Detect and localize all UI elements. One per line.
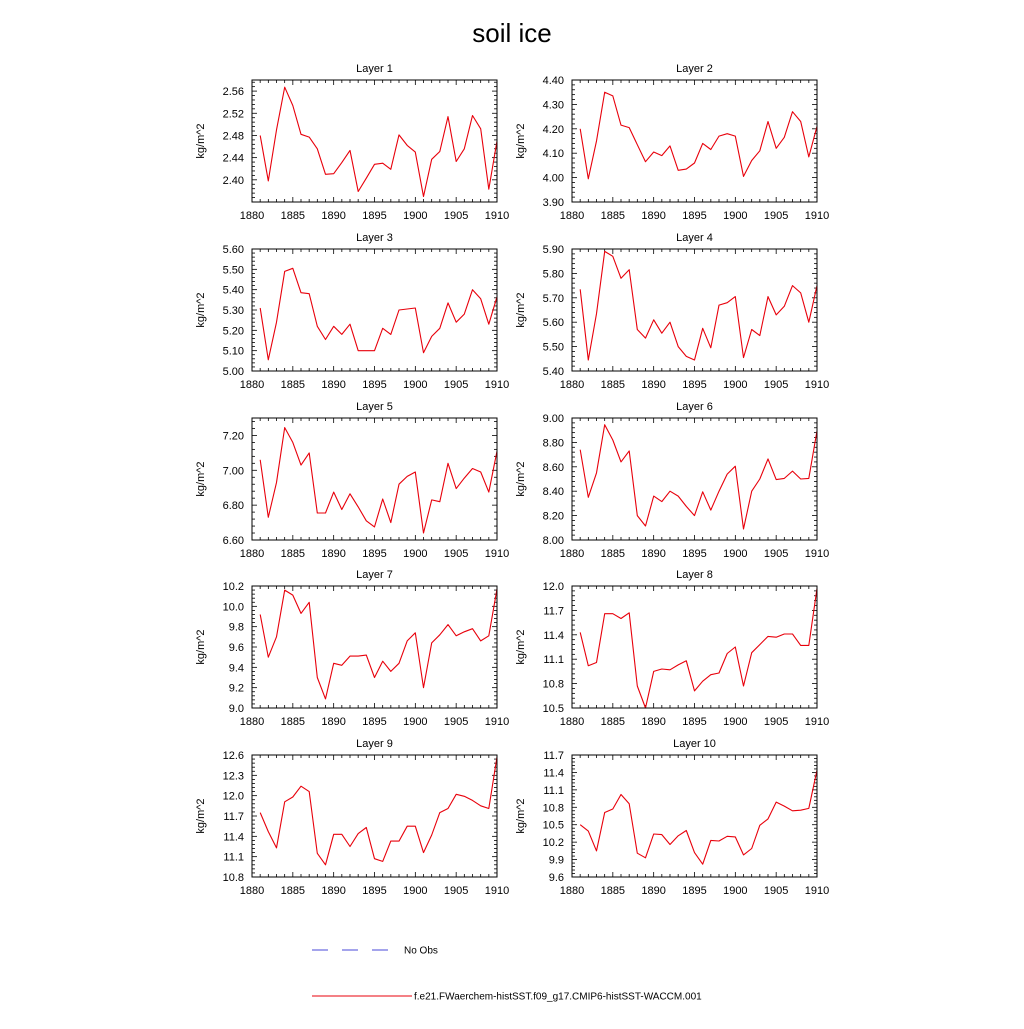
y-tick-label: 10.2: [542, 837, 564, 850]
panel-10: [515, 738, 829, 897]
y-tick-label: 11.4: [543, 629, 564, 642]
y-axis-label: kg/m^2: [515, 629, 527, 665]
x-tick-label: 1895: [682, 548, 707, 560]
y-tick-label: 8.40: [542, 486, 564, 499]
y-tick-label: 3.90: [542, 197, 564, 209]
series-line: [260, 268, 497, 360]
x-tick-label: 1895: [362, 548, 387, 560]
y-tick-label: 5.70: [542, 292, 564, 305]
x-tick-label: 1895: [682, 210, 707, 222]
panel-title: Layer 6: [676, 401, 713, 413]
y-tick-label: 4.40: [542, 75, 564, 87]
y-axis-label: kg/m^2: [515, 123, 527, 159]
x-tick-label: 1910: [484, 210, 510, 222]
x-tick-label: 1900: [403, 885, 428, 897]
x-tick-label: 1890: [641, 210, 666, 222]
x-tick-label: 1910: [484, 716, 510, 728]
x-tick-label: 1900: [723, 210, 748, 222]
y-tick-label: 9.00: [542, 413, 564, 425]
x-tick-label: 1900: [723, 716, 748, 728]
y-tick-label: 8.00: [542, 535, 564, 547]
y-tick-label: 4.20: [542, 123, 564, 136]
x-tick-label: 1910: [804, 716, 830, 728]
x-tick-label: 1905: [763, 885, 789, 897]
x-tick-label: 1900: [723, 379, 748, 391]
y-tick-label: 11.7: [543, 750, 564, 762]
y-tick-label: 12.0: [542, 581, 564, 593]
y-tick-label: 10.5: [542, 819, 564, 832]
y-tick-label: 5.50: [222, 264, 244, 277]
y-tick-label: 11.4: [543, 767, 564, 780]
x-tick-label: 1885: [600, 885, 626, 897]
x-tick-label: 1900: [403, 210, 428, 222]
series-line: [580, 92, 817, 179]
y-tick-label: 11.7: [543, 605, 564, 618]
panel-title: Layer 1: [356, 63, 393, 75]
x-tick-label: 1905: [443, 548, 469, 560]
x-tick-label: 1895: [682, 716, 707, 728]
y-tick-label: 12.6: [222, 750, 244, 762]
y-tick-label: 2.52: [222, 108, 244, 121]
x-tick-label: 1900: [403, 379, 428, 391]
x-tick-label: 1880: [239, 548, 265, 560]
y-tick-label: 5.30: [222, 305, 244, 317]
y-tick-label: 8.20: [542, 510, 564, 523]
x-tick-label: 1905: [443, 885, 469, 897]
panel-title: Layer 9: [356, 738, 393, 750]
y-tick-label: 9.6: [548, 872, 564, 884]
x-tick-label: 1890: [321, 548, 346, 560]
y-tick-label: 11.1: [543, 654, 564, 667]
y-tick-label: 11.1: [543, 784, 564, 797]
y-tick-label: 5.40: [542, 366, 564, 378]
y-tick-label: 5.00: [222, 366, 244, 378]
x-tick-label: 1900: [723, 885, 748, 897]
panel-title: Layer 4: [676, 232, 713, 244]
x-tick-label: 1885: [280, 548, 306, 560]
x-tick-label: 1890: [641, 379, 666, 391]
y-tick-label: 10.2: [222, 581, 244, 593]
x-tick-label: 1880: [559, 379, 585, 391]
series-line: [580, 588, 817, 708]
y-tick-label: 4.00: [542, 172, 564, 185]
y-tick-label: 12.0: [222, 790, 244, 803]
x-tick-label: 1880: [559, 548, 585, 560]
y-tick-label: 10.8: [542, 678, 564, 691]
x-tick-label: 1880: [559, 885, 585, 897]
panel-frame: [252, 586, 497, 708]
x-tick-label: 1890: [321, 379, 346, 391]
panel-9: [195, 738, 509, 897]
panel-2: [515, 63, 829, 222]
panel-frame: [252, 249, 497, 371]
x-tick-label: 1905: [443, 379, 469, 391]
x-tick-label: 1895: [362, 716, 387, 728]
y-tick-label: 5.10: [222, 345, 244, 358]
x-tick-label: 1885: [600, 548, 626, 560]
x-tick-label: 1890: [321, 716, 346, 728]
panel-title: Layer 8: [676, 569, 713, 581]
x-tick-label: 1890: [321, 210, 346, 222]
y-tick-label: 10.0: [222, 601, 244, 614]
x-tick-label: 1885: [280, 210, 306, 222]
y-tick-label: 12.3: [222, 770, 244, 783]
y-tick-label: 9.0: [228, 703, 244, 715]
legend-series-label: f.e21.FWaerchem-histSST.f09_g17.CMIP6-histSST-WACCM.001: [414, 991, 702, 1003]
series-line: [260, 589, 497, 699]
series-line: [580, 425, 817, 529]
x-tick-label: 1880: [239, 210, 265, 222]
y-tick-label: 10.8: [222, 872, 244, 884]
x-tick-label: 1885: [600, 716, 626, 728]
x-tick-label: 1895: [362, 379, 387, 391]
y-axis-label: kg/m^2: [195, 123, 207, 159]
series-line: [580, 251, 817, 360]
y-axis-label: kg/m^2: [195, 292, 207, 328]
y-tick-label: 4.30: [542, 99, 564, 112]
series-line: [260, 428, 497, 533]
x-tick-label: 1885: [600, 210, 626, 222]
y-tick-label: 5.20: [222, 325, 244, 338]
y-tick-label: 9.4: [228, 662, 244, 675]
x-tick-label: 1895: [682, 885, 707, 897]
y-tick-label: 6.60: [222, 535, 244, 547]
y-tick-label: 11.7: [223, 811, 244, 823]
panel-5: [195, 401, 509, 560]
panel-8: [515, 569, 829, 728]
series-line: [580, 770, 817, 864]
x-tick-label: 1900: [403, 548, 428, 560]
panel-frame: [252, 80, 497, 202]
panel-frame: [252, 418, 497, 540]
panel-1: [195, 63, 509, 222]
legend: [312, 946, 702, 1003]
y-tick-label: 2.44: [222, 152, 244, 165]
x-tick-label: 1910: [804, 885, 830, 897]
x-tick-label: 1905: [763, 210, 789, 222]
y-tick-label: 9.8: [228, 621, 244, 634]
x-tick-label: 1905: [763, 548, 789, 560]
x-tick-label: 1880: [559, 210, 585, 222]
y-tick-label: 10.8: [542, 802, 564, 815]
y-axis-label: kg/m^2: [195, 798, 207, 834]
y-tick-label: 5.90: [542, 244, 564, 256]
x-tick-label: 1900: [723, 548, 748, 560]
x-tick-label: 1905: [763, 379, 789, 391]
x-tick-label: 1910: [804, 210, 830, 222]
y-tick-label: 7.20: [222, 430, 244, 443]
panel-title: Layer 7: [356, 569, 393, 581]
y-tick-label: 8.80: [542, 437, 564, 450]
y-axis-label: kg/m^2: [515, 292, 527, 328]
y-axis-label: kg/m^2: [195, 629, 207, 665]
x-tick-label: 1910: [804, 379, 830, 391]
y-tick-label: 9.6: [228, 642, 244, 654]
y-tick-label: 5.50: [542, 341, 564, 354]
x-tick-label: 1885: [280, 885, 306, 897]
x-tick-label: 1905: [443, 210, 469, 222]
y-axis-label: kg/m^2: [515, 461, 527, 497]
x-tick-label: 1885: [280, 716, 306, 728]
panel-title: Layer 2: [676, 63, 713, 75]
x-tick-label: 1890: [641, 716, 666, 728]
panel-title: Layer 10: [673, 738, 716, 750]
panel-frame: [572, 80, 817, 202]
x-tick-label: 1890: [321, 885, 346, 897]
y-tick-label: 9.2: [228, 682, 244, 695]
panel-frame: [572, 755, 817, 877]
x-tick-label: 1910: [484, 885, 510, 897]
y-tick-label: 9.9: [548, 854, 564, 867]
x-tick-label: 1890: [641, 885, 666, 897]
y-tick-label: 4.10: [542, 148, 564, 161]
y-axis-label: kg/m^2: [515, 798, 527, 834]
panel-title: Layer 3: [356, 232, 393, 244]
x-tick-label: 1895: [362, 885, 387, 897]
x-tick-label: 1910: [484, 379, 510, 391]
panel-3: [195, 232, 509, 391]
panel-7: [195, 569, 509, 728]
x-tick-label: 1905: [763, 716, 789, 728]
x-tick-label: 1910: [484, 548, 510, 560]
x-tick-label: 1885: [600, 379, 626, 391]
y-tick-label: 2.48: [222, 130, 244, 143]
x-tick-label: 1880: [559, 716, 585, 728]
legend-no-obs-label: No Obs: [404, 945, 438, 957]
x-tick-label: 1880: [239, 716, 265, 728]
y-axis-label: kg/m^2: [195, 461, 207, 497]
x-tick-label: 1880: [239, 379, 265, 391]
y-tick-label: 5.80: [542, 268, 564, 281]
y-tick-label: 10.5: [542, 703, 564, 715]
series-line: [260, 87, 497, 196]
y-tick-label: 5.40: [222, 284, 244, 297]
y-tick-label: 8.60: [542, 461, 564, 474]
x-tick-label: 1900: [403, 716, 428, 728]
x-tick-label: 1905: [443, 716, 469, 728]
y-tick-label: 5.60: [542, 317, 564, 330]
y-tick-label: 2.56: [222, 86, 244, 99]
panel-4: [515, 232, 829, 391]
y-tick-label: 11.1: [223, 851, 244, 864]
y-tick-label: 7.00: [222, 465, 244, 478]
y-tick-label: 6.80: [222, 500, 244, 513]
series-line: [260, 757, 497, 865]
y-tick-label: 2.40: [222, 174, 244, 187]
panel-title: Layer 5: [356, 401, 393, 413]
x-tick-label: 1895: [362, 210, 387, 222]
y-tick-label: 11.4: [223, 831, 244, 844]
x-tick-label: 1885: [280, 379, 306, 391]
x-tick-label: 1910: [804, 548, 830, 560]
x-tick-label: 1890: [641, 548, 666, 560]
y-tick-label: 5.60: [222, 244, 244, 256]
panel-6: [515, 401, 829, 560]
figure-title: soil ice: [472, 18, 552, 48]
panel-grid: [195, 63, 829, 897]
x-tick-label: 1880: [239, 885, 265, 897]
x-tick-label: 1895: [682, 379, 707, 391]
